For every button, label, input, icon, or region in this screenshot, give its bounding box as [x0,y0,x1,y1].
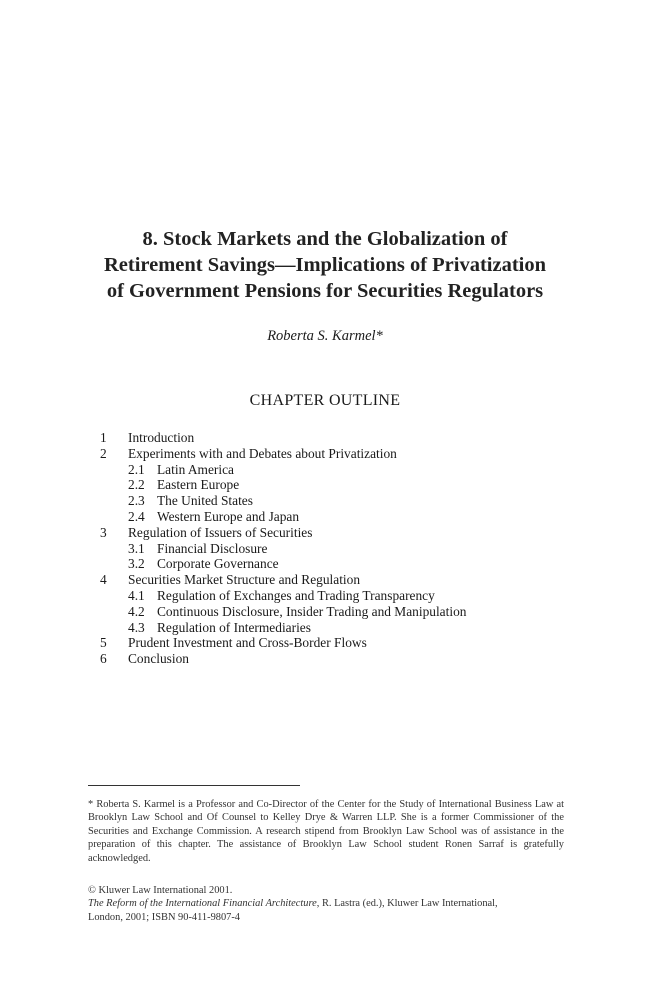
outline-subitem [100,541,580,557]
outline-item-label: Western Europe and Japan [157,508,300,524]
outline-item-label: The United States [157,493,253,509]
outline-item-number: 2.2 [128,477,145,493]
outline-item-number: 4.1 [128,587,145,603]
outline-item-label: Latin America [157,461,234,477]
outline-item [100,651,580,667]
outline-subitem [100,556,580,572]
outline-item-number: 1 [100,430,107,445]
chapter-title-line: 8. Stock Markets and the Globalization of [142,228,508,250]
outline-item-number: 3.1 [128,540,145,556]
citation-details: , R. Lastra (ed.), Kluwer Law International, [316,898,498,910]
outline-item-number: 3.2 [128,556,145,572]
outline-item-label: Regulation of Issuers of Securities [128,524,313,540]
outline-subitem [100,477,580,493]
outline-item-number: 2.4 [128,508,145,524]
outline-item [100,635,580,651]
outline-item-label: Corporate Governance [157,556,279,572]
footnote-divider [88,785,300,786]
outline-item-label: Prudent Investment and Cross-Border Flows [128,635,367,651]
outline-item [100,525,580,541]
chapter-title [60,226,590,304]
outline-item-number: 4.2 [128,603,145,619]
outline-subitem [100,588,580,604]
outline-subitem [100,493,580,509]
outline-item-label: Continuous Disclosure, Insider Trading and Manipulation [157,603,467,619]
outline-item-label: Regulation of Intermediaries [157,619,311,635]
outline-item-label: Regulation of Exchanges and Trading Transparency [157,587,435,603]
chapter-outline [100,430,580,667]
chapter-title-line: Retirement Savings—Implications of Privatization [103,254,547,276]
outline-item-label: Experiments with and Debates about Privatization [128,445,397,461]
book-title: The Reform of the International Financial Architecture [88,898,317,910]
citation-line [88,897,564,910]
outline-subitem [100,620,580,636]
copyright-line: © Kluwer Law International 2001. [88,885,233,896]
outline-item-number: 4.3 [128,619,145,635]
outline-item-number: 5 [100,635,107,651]
author-footnote: * Roberta S. Karmel is a Professor and Co-Director of the Center for the Study of International Business Law at Brooklyn Law School and Of Counsel to Kelley Drye & Warren LLP. She is a former Commissioner of the Securities and Exchange Commission. A research stipend from Brooklyn Law School was of assistance in the preparation of this chapter. The assistance of Brooklyn Law School student Ronen Sarraf is gratefully acknowledged. [88,799,564,864]
author-name: Roberta S. Karmel* [267,328,383,344]
outline-subitem [100,462,580,478]
publication-line: London, 2001; ISBN 90-411-9807-4 [88,911,241,923]
outline-item-number: 3 [100,524,107,540]
outline-item-number: 2 [100,445,107,461]
outline-item-label: Conclusion [128,651,190,667]
outline-heading: CHAPTER OUTLINE [249,392,401,409]
outline-item-number: 2.3 [128,493,145,509]
outline-item-label: Eastern Europe [157,477,240,493]
outline-item [100,446,580,462]
outline-item [100,572,580,588]
outline-item [100,430,580,446]
chapter-title-line: of Government Pensions for Securities Regulators [106,280,544,302]
outline-item-label: Securities Market Structure and Regulation [128,572,361,588]
outline-item-number: 4 [100,572,107,588]
outline-item-number: 6 [100,651,107,667]
copyright-notice [88,884,564,924]
outline-subitem [100,604,580,620]
outline-item-label: Financial Disclosure [157,540,268,556]
outline-item-number: 2.1 [128,461,145,477]
outline-subitem [100,509,580,525]
outline-item-label: Introduction [128,430,195,445]
